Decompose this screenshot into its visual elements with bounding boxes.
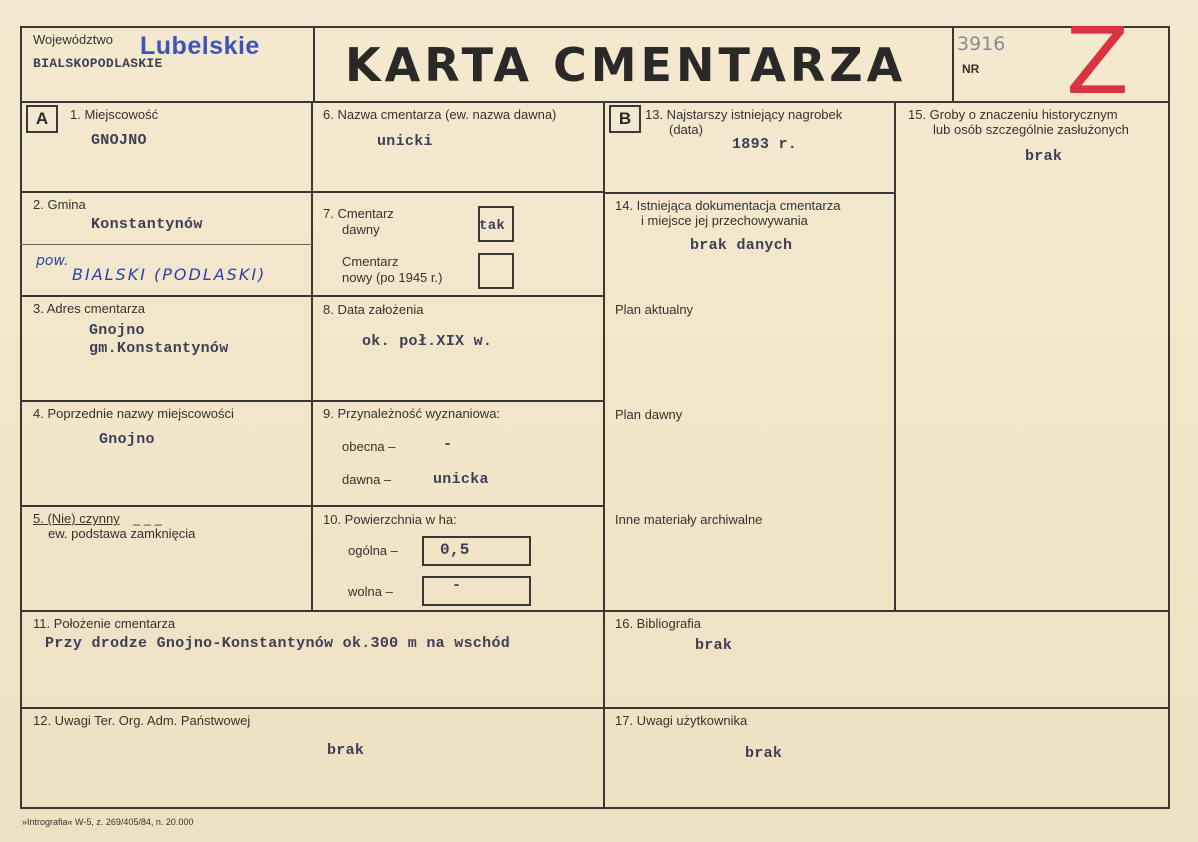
header-divider-right <box>952 26 954 103</box>
f9-former-value: unicka <box>433 471 489 488</box>
page-title: KARTA CMENTARZA <box>345 38 907 92</box>
f13-value: 1893 r. <box>732 136 798 153</box>
other-materials-label: Inne materiały archiwalne <box>615 512 763 527</box>
f6-label: 6. Nazwa cmentarza (ew. nazwa dawna) <box>323 107 557 122</box>
f5-dashes: _ _ _ <box>133 511 162 526</box>
f4-value: Gnojno <box>99 431 155 448</box>
section-a-marker: A <box>26 105 58 133</box>
border-left <box>20 26 22 809</box>
f17-label: 17. Uwagi użytkownika <box>615 713 748 728</box>
f12-value: brak <box>327 742 365 759</box>
f12-label: 12. Uwagi Ter. Org. Adm. Państwowej <box>33 713 251 728</box>
f11-value: Przy drodze Gnojno-Konstantynów ok.300 m na wschód <box>45 635 511 652</box>
f14-label-2: i miejsce jej przechowywania <box>641 213 808 228</box>
f15-label-1: 15. Groby o znaczeniu historycznym <box>908 107 1118 122</box>
f5-sub: ew. podstawa zamknięcia <box>48 526 196 541</box>
voivodeship-label: Województwo <box>33 32 113 47</box>
f7-old-label: dawny <box>342 222 380 237</box>
f16-label: 16. Bibliografia <box>615 616 701 631</box>
f1-value: GNOJNO <box>91 132 147 149</box>
f9-label: 9. Przynależność wyznaniowa: <box>323 406 501 421</box>
f7-new-label-1: Cmentarz <box>342 254 399 269</box>
nr-handwritten: 3916 <box>957 33 1006 55</box>
f5-label: 5. (Nie) czynny <box>33 511 120 526</box>
col-divider-3 <box>894 101 896 611</box>
f2-label: 2. Gmina <box>33 197 86 212</box>
rule-b1 <box>603 192 895 194</box>
f6-value: unicki <box>377 133 433 150</box>
f9-current-label: obecna – <box>342 439 396 454</box>
rule-a4 <box>20 505 604 507</box>
f3-label: 3. Adres cmentarza <box>33 301 145 316</box>
rule-a3 <box>20 400 604 402</box>
f8-label: 8. Data założenia <box>323 302 424 317</box>
f8-value: ok. poł.XIX w. <box>362 333 493 350</box>
header-rule <box>20 101 1170 103</box>
plan-current-label: Plan aktualny <box>615 302 694 317</box>
rule-pow <box>20 244 312 245</box>
f14-label-1: 14. Istniejąca dokumentacja cmentarza <box>615 198 841 213</box>
f3-line2: gm.Konstantynów <box>89 340 229 357</box>
f10-free-field[interactable] <box>422 576 531 606</box>
section-b-marker: B <box>609 105 641 133</box>
red-mark: Z <box>1066 8 1130 115</box>
rule-bottom-mid <box>20 707 1170 709</box>
col-divider-1 <box>311 101 313 611</box>
f7-new-label-2: nowy (po 1945 r.) <box>342 270 443 285</box>
f13-label-1: 13. Najstarszy istniejący nagrobek <box>645 107 843 122</box>
pow-value: BIALSKI (PODLASKI) <box>72 265 267 284</box>
f3-line1: Gnojno <box>89 322 145 339</box>
f16-value: brak <box>695 637 733 654</box>
rule-main <box>20 610 1170 612</box>
f4-label: 4. Poprzednie nazwy miejscowości <box>33 406 234 421</box>
f17-value: brak <box>745 745 783 762</box>
f15-label-2: lub osób szczególnie zasłużonych <box>933 122 1129 137</box>
f10-label: 10. Powierzchnia w ha: <box>323 512 457 527</box>
rule-a2 <box>20 295 604 297</box>
f13-label-2: (data) <box>669 122 703 137</box>
f15-value: brak <box>1025 148 1063 165</box>
plan-former-label: Plan dawny <box>615 407 683 422</box>
f9-current-value: - <box>443 436 453 453</box>
voivodeship-typed: BIALSKOPODLASKIE <box>33 56 163 71</box>
printer-imprint: »Intrografia« W-5, z. 269/405/84, n. 20.000 <box>22 817 194 827</box>
col-divider-2 <box>603 101 605 807</box>
f11-label: 11. Położenie cmentarza <box>33 616 176 631</box>
f10-free-value: - <box>452 577 462 594</box>
f7-label: 7. Cmentarz <box>323 206 394 221</box>
f10-total-value: 0,5 <box>440 541 470 559</box>
f7-old-value: tak <box>479 218 506 234</box>
header-divider-left <box>313 26 315 103</box>
f2-value: Konstantynów <box>91 216 203 233</box>
f10-total-field[interactable] <box>422 536 531 566</box>
rule-a1 <box>20 191 604 193</box>
border-right <box>1168 26 1170 809</box>
voivodeship-stamp: Lubelskie <box>140 32 260 60</box>
nr-label: NR <box>962 62 980 76</box>
f10-free-label: wolna – <box>348 584 393 599</box>
f7-new-checkbox[interactable] <box>478 253 514 289</box>
border-top <box>20 26 1170 28</box>
pow-prefix: pow. <box>36 253 69 269</box>
f14-value: brak danych <box>690 237 793 254</box>
f10-total-label: ogólna – <box>348 543 398 558</box>
f1-label: 1. Miejscowość <box>70 107 159 122</box>
f9-former-label: dawna – <box>342 472 392 487</box>
border-bottom <box>20 807 1170 809</box>
